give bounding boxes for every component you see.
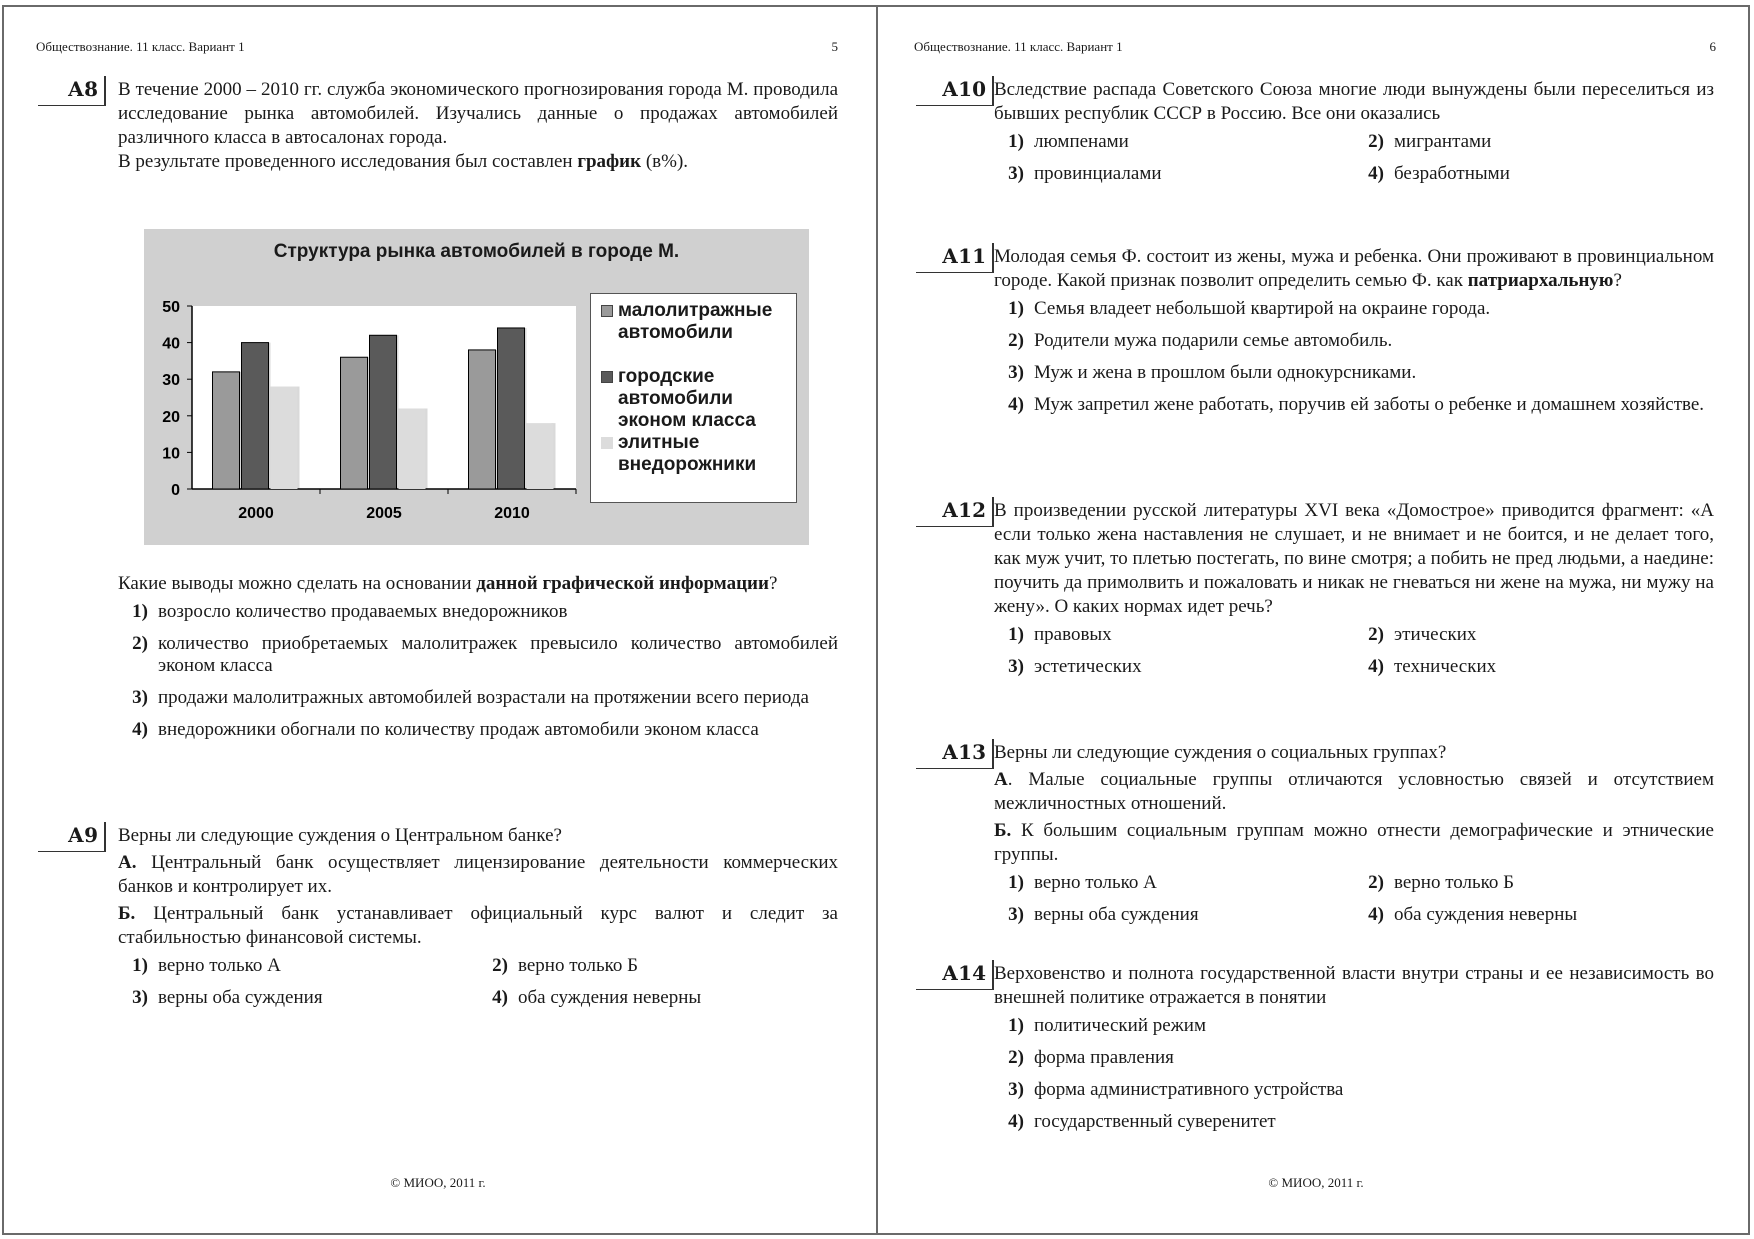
option-number: 4) [1368, 163, 1384, 184]
answer-option[interactable] [118, 987, 478, 1009]
text-span: (в%). [641, 151, 689, 172]
option-number: 3) [132, 987, 148, 1008]
question-label-box [916, 739, 994, 769]
legend-line: малолитражные [618, 300, 773, 321]
page-left [0, 0, 876, 1239]
answer-option[interactable] [118, 601, 838, 623]
label-bar [104, 76, 106, 106]
option-number: 1) [132, 955, 148, 976]
option-number: 3) [1008, 362, 1024, 383]
option-number: 3) [1008, 1079, 1024, 1100]
option-text: Семья владеет небольшой квартирой на окраине города. [1034, 298, 1491, 319]
answer-options [994, 131, 1714, 195]
question-label: А10 [941, 77, 986, 101]
page-header-title: Обществознание. 11 класс. Вариант 1 [914, 39, 1123, 54]
statement-text: . Малые социальные группы отличаются условностью связей и отсутствием межличностных отношений. [994, 769, 1714, 814]
question-label-box [916, 243, 994, 273]
question-label: А11 [941, 244, 986, 268]
statement-label: Б. [118, 903, 136, 924]
option-number: 4) [1368, 904, 1384, 925]
legend-line: городские [618, 366, 715, 387]
question-label-box [916, 497, 994, 527]
legend-line: автомобили [618, 388, 733, 409]
option-number: 1) [1008, 1015, 1024, 1036]
option-text: безработными [1394, 163, 1510, 184]
question-label-box [38, 76, 106, 106]
option-text: этических [1394, 624, 1477, 645]
question-a10 [994, 78, 1714, 195]
option-text: политический режим [1034, 1015, 1207, 1036]
question-text: Верховенство и полнота государственной власти внутри страны и ее независимость во внешней политике отражается в понятии [994, 963, 1714, 1008]
question-a14 [994, 962, 1714, 1143]
option-text: оба суждения неверны [518, 987, 702, 1008]
option-number: 4) [1008, 1111, 1024, 1132]
question-a8 [118, 78, 838, 174]
answer-option[interactable] [1354, 904, 1714, 926]
legend-swatch [601, 305, 613, 317]
statement-text: К большим социальным группам можно отнести демографические и этнические группы. [994, 820, 1714, 865]
legend-label [618, 300, 772, 344]
answer-option[interactable] [478, 955, 838, 977]
option-text: люмпенами [1034, 131, 1129, 152]
answer-option[interactable] [478, 987, 838, 1009]
bold-term: график [577, 151, 642, 172]
page-footer: © МИОО, 2011 г. [390, 1175, 486, 1190]
x-tick-label: 2010 [494, 505, 530, 522]
legend-line: автомобили [618, 322, 733, 343]
option-text: возросло количество продаваемых внедорожников [158, 601, 568, 622]
answer-option[interactable] [994, 656, 1354, 678]
question-text: В течение 2000 – 2010 гг. служба экономического прогнозирования города М. проводила исследование рынка автомобилей. Изучались данные о продажах автомобилей различного класса в автосалонах города. [118, 79, 838, 148]
option-number: 3) [1008, 163, 1024, 184]
answer-option[interactable] [994, 298, 1714, 320]
question-text [118, 572, 838, 596]
legend-item [601, 432, 756, 476]
bar [242, 343, 269, 489]
bar [213, 372, 240, 489]
option-number: 2) [1008, 1047, 1024, 1068]
option-number: 4) [132, 719, 148, 740]
text-span: Молодая семья Ф. состоит из жены, мужа и ребенка. Они проживают в провинциальном городе. Какой признак позволит определить семью Ф. как [994, 246, 1714, 291]
answer-option[interactable] [994, 1079, 1714, 1101]
answer-option[interactable] [994, 1015, 1714, 1037]
legend-line: элитные [618, 432, 700, 453]
answer-option[interactable] [118, 719, 838, 741]
legend-swatch [601, 437, 613, 449]
option-number: 2) [132, 633, 148, 654]
statement-text: Центральный банк осуществляет лицензирование деятельности коммерческих банков и контролирует их. [118, 852, 838, 897]
legend-swatch [601, 371, 613, 383]
bar [341, 357, 368, 489]
chart-title: Структура рынка автомобилей в городе М. [273, 241, 680, 262]
question-text: Вследствие распада Советского Союза многие люди вынуждены были переселиться из бывших республик СССР в Россию. Все они оказались [994, 79, 1714, 124]
option-text: количество приобретаемых малолитражек превысило количество автомобилей эконом класса [158, 633, 838, 676]
question-label: А12 [941, 498, 986, 522]
question-text [994, 245, 1714, 293]
answer-options [118, 601, 838, 741]
question-label: А14 [941, 961, 986, 985]
answer-options [118, 955, 838, 1019]
option-number: 2) [1368, 624, 1384, 645]
option-text: форма административного устройства [1034, 1079, 1344, 1100]
question-a11 [994, 245, 1714, 426]
text-span: Какие выводы можно сделать на основании [118, 573, 477, 594]
text-span: ? [768, 573, 778, 594]
answer-option[interactable] [118, 633, 838, 677]
option-number: 1) [132, 601, 148, 622]
statement-text: Центральный банк устанавливает официальный курс валют и следит за стабильностью финансовой системы. [118, 903, 838, 948]
option-number: 2) [492, 955, 508, 976]
option-text: верно только А [158, 955, 281, 976]
page-right [878, 0, 1754, 1239]
answer-options [994, 872, 1714, 936]
answer-option[interactable] [118, 687, 838, 709]
text-span: В результате проведенного исследования был составлен [118, 151, 578, 172]
answer-option[interactable] [994, 362, 1714, 384]
y-tick-label: 20 [162, 408, 180, 426]
legend-line: эконом класса [618, 410, 756, 431]
legend-item [601, 300, 772, 344]
option-text: мигрантами [1394, 131, 1492, 152]
question-a9 [118, 824, 838, 1019]
statement-label: А [994, 769, 1008, 790]
option-number: 3) [1008, 904, 1024, 925]
answer-option[interactable] [1354, 624, 1714, 646]
answer-option[interactable] [1354, 131, 1714, 153]
answer-option[interactable] [1354, 872, 1714, 894]
question-text [118, 150, 838, 174]
answer-option[interactable] [994, 394, 1714, 416]
answer-option[interactable] [994, 624, 1354, 646]
legend-line: внедорожники [618, 454, 757, 475]
y-tick-label: 40 [162, 335, 180, 353]
question-text: В произведении русской литературы XVI века «Домострое» приводится фрагмент: «А если только жена наставления не слушает, и не внимает и не боится, и не делает того, как муж учит, то плетью постегать, по вине смотря; а побить не пред людьми, а наедине: поучить да примолвить и пожаловать и никак не гневаться ни жене на мужа, ни мужу на жену». О каких нормах идет речь? [994, 500, 1714, 617]
question-text: Верны ли следующие суждения о социальных группах? [994, 742, 1447, 763]
option-text: Муж запретил жене работать, поручив ей заботы о ребенке и домашнем хозяйстве. [1034, 394, 1705, 415]
x-tick-label: 2000 [238, 505, 274, 522]
y-tick-label: 10 [162, 445, 180, 463]
question-label: А13 [941, 740, 986, 764]
option-text: верно только Б [518, 955, 639, 976]
option-number: 4) [492, 987, 508, 1008]
option-text: верны оба суждения [1034, 904, 1199, 925]
answer-option[interactable] [994, 904, 1354, 926]
question-label-box [38, 822, 106, 852]
answer-option[interactable] [118, 955, 478, 977]
option-number: 4) [1008, 394, 1024, 415]
answer-option[interactable] [994, 330, 1714, 352]
statement-b [118, 902, 838, 950]
option-text: правовых [1034, 624, 1112, 645]
question-a12 [994, 499, 1714, 688]
option-text: внедорожники обогнали по количеству продаж автомобили эконом класса [158, 719, 759, 740]
option-text: провинциалами [1034, 163, 1162, 184]
option-number: 1) [1008, 624, 1024, 645]
statement-label: Б. [994, 820, 1012, 841]
answer-options [994, 298, 1714, 416]
answer-option[interactable] [994, 131, 1354, 153]
question-label-box [916, 960, 994, 990]
legend-label [618, 366, 756, 432]
answer-option[interactable] [1354, 656, 1714, 678]
x-tick-label: 2005 [366, 505, 402, 522]
option-text: верно только А [1034, 872, 1157, 893]
bar [469, 350, 496, 489]
option-number: 2) [1368, 131, 1384, 152]
statement-a [994, 768, 1714, 816]
bar-chart [144, 229, 809, 545]
question-text: Верны ли следующие суждения о Центральном банке? [118, 825, 562, 846]
option-number: 3) [1008, 656, 1024, 677]
statement-label: А. [118, 852, 137, 873]
page-number: 5 [831, 39, 838, 54]
statement-b [994, 819, 1714, 867]
option-number: 1) [1008, 131, 1024, 152]
option-number: 1) [1008, 298, 1024, 319]
page-footer: © МИОО, 2011 г. [1268, 1175, 1364, 1190]
legend-label [618, 432, 756, 476]
option-text: технических [1394, 656, 1497, 677]
question-label-box [916, 76, 994, 106]
label-bar [104, 822, 106, 852]
option-text: продажи малолитражных автомобилей возрастали на протяжении всего периода [158, 687, 809, 708]
question-label: А8 [67, 77, 98, 101]
bar [271, 387, 298, 489]
option-number: 1) [1008, 872, 1024, 893]
page-header-title: Обществознание. 11 класс. Вариант 1 [36, 39, 245, 54]
option-text: оба суждения неверны [1394, 904, 1578, 925]
option-text: верны оба суждения [158, 987, 323, 1008]
y-tick-label: 30 [162, 372, 180, 390]
statement-a [118, 851, 838, 899]
question-a8-prompt [118, 572, 838, 751]
option-number: 4) [1368, 656, 1384, 677]
bar [399, 408, 426, 489]
option-number: 3) [132, 687, 148, 708]
option-number: 2) [1008, 330, 1024, 351]
legend-item [601, 366, 756, 432]
option-text: эстетических [1034, 656, 1142, 677]
answer-options [994, 1015, 1714, 1133]
question-a13 [994, 741, 1714, 936]
bold-term: данной графической информации [476, 573, 769, 594]
text-span: ? [1613, 270, 1622, 291]
bar [527, 423, 554, 489]
answer-option[interactable] [994, 163, 1354, 185]
y-tick-label: 0 [171, 482, 180, 499]
option-text: верно только Б [1394, 872, 1515, 893]
bold-term: патриархальную [1467, 270, 1614, 291]
page-number: 6 [1709, 39, 1716, 54]
answer-option[interactable] [994, 1047, 1714, 1069]
answer-option[interactable] [1354, 163, 1714, 185]
answer-options [994, 624, 1714, 688]
option-text: Муж и жена в прошлом были однокурсниками. [1034, 362, 1417, 383]
option-text: Родители мужа подарили семье автомобиль. [1034, 330, 1393, 351]
bar [370, 335, 397, 489]
option-text: форма правления [1034, 1047, 1174, 1068]
answer-option[interactable] [994, 1111, 1714, 1133]
option-number: 2) [1368, 872, 1384, 893]
bar [498, 328, 525, 489]
answer-option[interactable] [994, 872, 1354, 894]
option-text: государственный суверенитет [1034, 1111, 1276, 1132]
y-tick-label: 50 [162, 299, 180, 316]
chart-legend [590, 293, 797, 503]
question-label: А9 [67, 823, 98, 847]
